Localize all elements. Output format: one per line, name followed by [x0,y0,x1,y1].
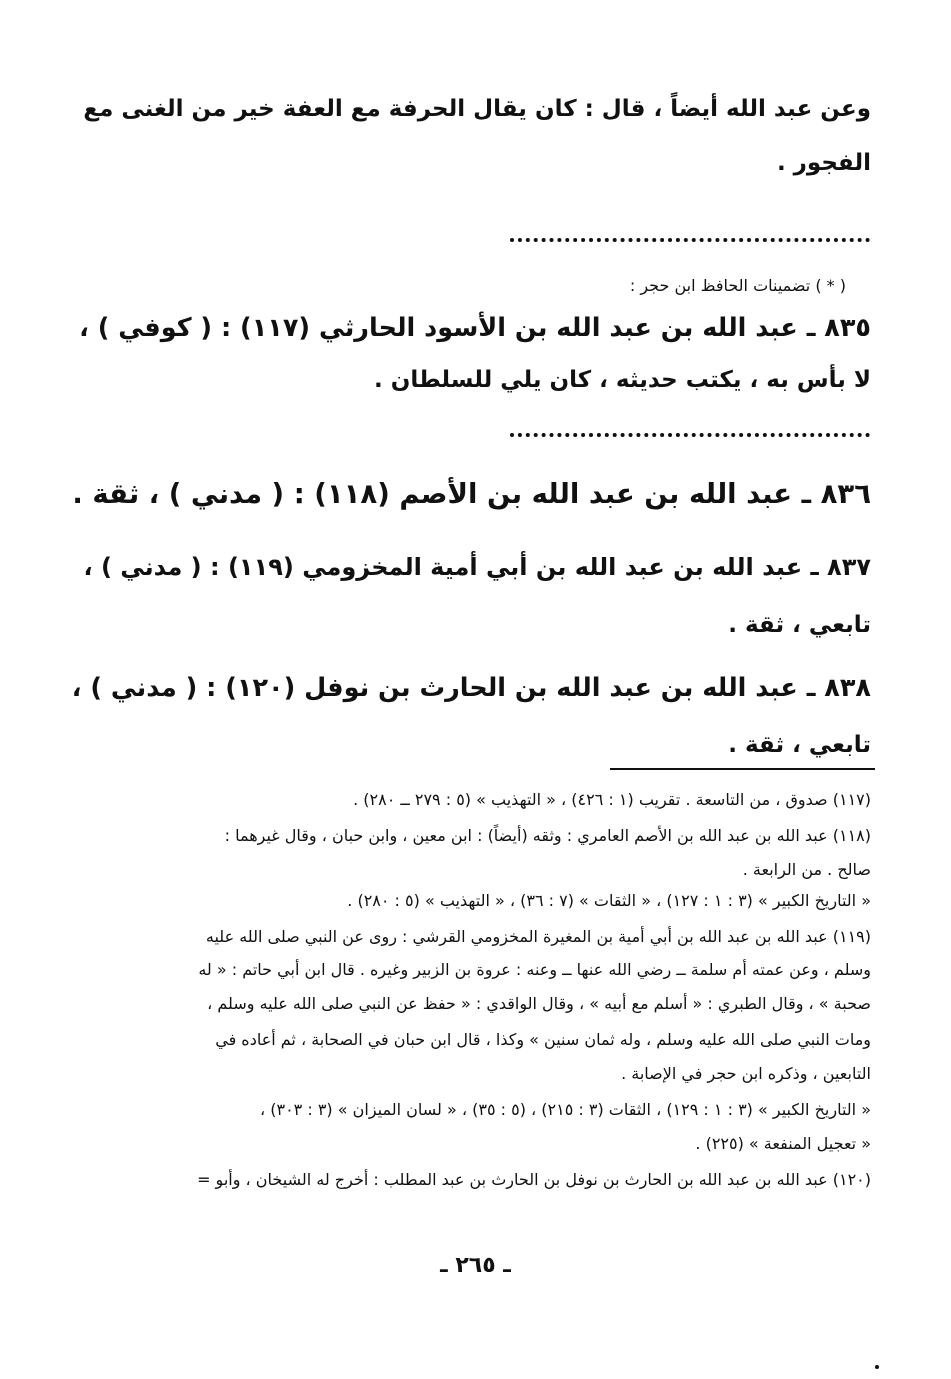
intro-line-2: الفجور . [776,150,871,176]
footnote-119-line: صحبة » ، وقال الطبري : « أسلم مع أبيه » ، وقال الواقدي : « حفظ عن النبي صلى الله عليه وسلم ، [207,994,871,1013]
scan-speck [875,1365,879,1369]
footnote-118-line: (١١٨) عبد الله بن عبد الله بن الأصم العامري : وثقه (أيضاً) : ابن معين ، وابن حبان ، وقال غيرهما : [224,826,871,845]
entry-838-text: تابعي ، ثقة . [728,732,871,758]
entry-837-text: تابعي ، ثقة . [728,612,871,638]
dotted-separator [510,238,870,242]
footnote-119-line: « تعجيل المنفعة » (٢٢٥) . [695,1134,871,1153]
footnote-118-line: صالح . من الرابعة . [742,860,871,879]
footnote-119-line: التابعين ، وذكره ابن حجر في الإصابة . [621,1064,871,1083]
entry-835-title: ٨٣٥ ـ عبد الله بن عبد الله بن الأسود الحارثي (١١٧) : ( كوفي ) ، [79,313,871,343]
footnote-118-line: « التاريخ الكبير » (٣ : ١ : ١٢٧) ، « الثقات » (٧ : ٣٦) ، « التهذيب » (٥ : ٢٨٠) . [347,891,871,910]
intro-line-1: وعن عبد الله أيضاً ، قال : كان يقال الحرفة مع العفة خير من الغنى مع [83,96,871,122]
entry-838-title: ٨٣٨ ـ عبد الله بن عبد الله بن الحارث بن نوفل (١٢٠) : ( مدني ) ، [71,673,871,703]
dotted-separator [510,433,870,437]
footnote-117: (١١٧) صدوق ، من التاسعة . تقريب (١ : ٤٢٦) ، « التهذيب » (٥ : ٢٧٩ ــ ٢٨٠) . [353,790,871,809]
entry-837-title: ٨٣٧ ـ عبد الله بن عبد الله بن أبي أمية المخزومي (١١٩) : ( مدني ) ، [83,553,871,581]
entry-836-title: ٨٣٦ ـ عبد الله بن عبد الله بن الأصم (١١٨) : ( مدني ) ، ثقة . [72,478,871,510]
footnote-119-line: ومات النبي صلى الله عليه وسلم ، وله ثمان سنين » وكذا ، قال ابن حبان في الصحابة ، ثم أعاده في [215,1030,871,1049]
footnote-119-line: وسلم ، وعن عمته أم سلمة ــ رضي الله عنها ــ وعنه : عروة بن الزبير وغيره . قال ابن أبي حاتم : « له [198,960,871,979]
note-heading: ( * ) تضمينات الحافظ ابن حجر : [629,276,846,295]
footnote-119-line: « التاريخ الكبير » (٣ : ١ : ١٢٩) ، الثقات (٣ : ٢١٥) ، (٥ : ٣٥) ، « لسان الميزان » (٣ : ٣٠٣) ، [259,1100,871,1119]
footnote-119-line: (١١٩) عبد الله بن عبد الله بن أبي أمية بن المغيرة المخزومي القرشي : روى عن النبي صلى الله عليه [205,927,871,946]
footnote-120-line: (١٢٠) عبد الله بن عبد الله بن الحارث بن نوفل بن الحارث بن عبد المطلب : أخرج له الشيخان ، وأبو = [197,1170,871,1189]
page-number: ـ ٢٦٥ ـ [440,1253,511,1278]
footnote-rule [610,768,875,770]
entry-835-text: لا بأس به ، يكتب حديثه ، كان يلي للسلطان . [373,367,871,393]
